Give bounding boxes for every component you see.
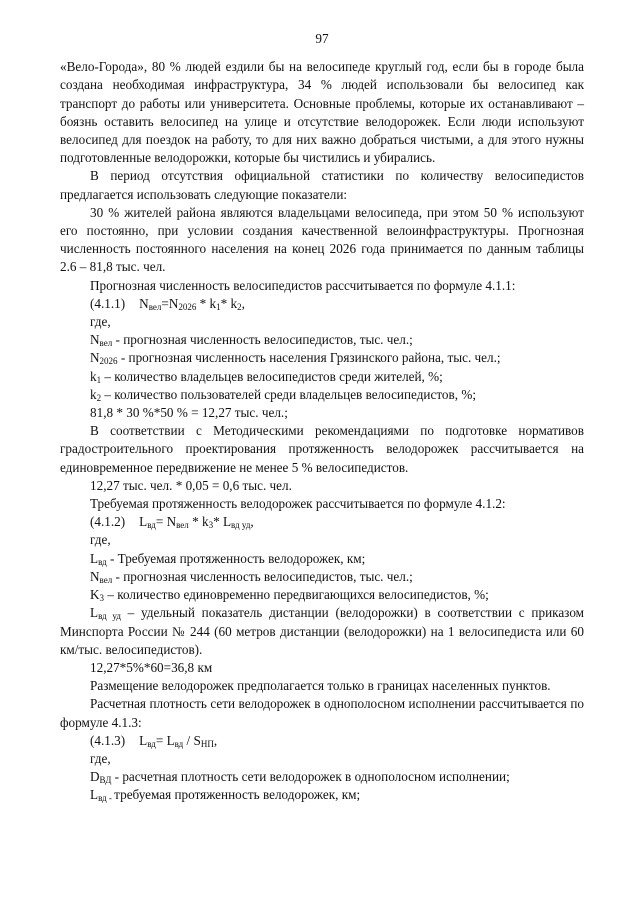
paragraph-density: Расчетная плотность сети велодорожек в однополосном исполнении рассчитывается по формуле 4.1.3: [60, 696, 584, 730]
definition-k3: $K_3$ – количество единовременно передвигающихся велосипедистов, %; [90, 587, 489, 604]
definition-n-vel: $N_{вел}$ - прогнозная численность велосипедистов, тыс. чел.; [90, 332, 413, 349]
definition-d-vd: $D_{ВД}$ - расчетная плотность сети велодорожек в однополосном исполнении; [90, 769, 510, 786]
paragraph-formula-411-intro: Прогнозная численность велосипедистов рассчитывается по формуле 4.1.1: [90, 277, 516, 293]
definition-k1: $k_1$ – количество владельцев велосипедистов среди жителей, %; [90, 368, 443, 385]
definition-l-vd: $L_{вд}$ - Требуемая протяженность велодорожек, км; [90, 550, 366, 567]
where-label: где, [90, 532, 111, 548]
paragraph-intro: «Вело-Города», 80 % людей ездили бы на велосипеде круглый год, если бы в городе была создана необходимая инфраструктура, 34 % людей использовали бы велосипед как транспорт до работы или университета. Основные проблемы, которые их останавливают – боязнь оставить велосипед на улице и отсутствие велодорожек. Если люди используют велосипед для поездок на работу, то для них важно добраться чистыми, а для этого нужны подготовленные велодорожки, которые бы чистились и убирались. [60, 59, 584, 166]
formula-4-1-3: (4.1.3) $L_{вд}= L_{вд} / S_{НП}$, [90, 732, 218, 749]
formula-number: (4.1.1) [90, 295, 126, 311]
document-page [60, 30, 584, 805]
formula-number: (4.1.3) [90, 732, 126, 748]
paragraph-statistics: В период отсутствия официальной статистики по количеству велосипедистов предлагается использовать следующие показатели: [60, 168, 584, 202]
calculation-simultaneous: 12,27 тыс. чел. * 0,05 = 0,6 тыс. чел. [90, 477, 292, 493]
definition-l-vd-2: $L_{вд -}$ требуемая протяженность велодорожек, км; [90, 787, 361, 804]
definition-k2: $k_2$ – количество пользователей среди владельцев велосипедистов, %; [90, 386, 476, 403]
where-label: где, [90, 750, 111, 766]
definition-l-vd-ud: $L_{вд уд}$ – удельный показатель дистанции (велодорожки) в соответствии с приказом Минспорта России № 244 (60 метров дистанции (велодорожки) на 1 велосипедиста или 60 км/тыс. велосипедистов). [60, 605, 585, 657]
formula-4-1-1: (4.1.1) $N_{вел}=N_{2026} * k_1*$ $k_2$, [90, 295, 245, 312]
paragraph-formula-412-intro: Требуемая протяженность велодорожек рассчитывается по формуле 4.1.2: [90, 496, 506, 512]
calculation-length: 12,27*5%*60=36,8 км [90, 659, 213, 675]
paragraph-methodology: В соответствии с Методическими рекомендациями по подготовке нормативов градостроительного проектирования протяженность велодорожек рассчитывается на единовременное передвижение не менее 5 % велосипедистов. [60, 423, 584, 475]
formula-number: (4.1.2) [90, 514, 126, 530]
paragraph-placement: Размещение велодорожек предполагается только в границах населенных пунктов. [90, 678, 551, 694]
calculation-cyclists: 81,8 * 30 %*50 % = 12,27 тыс. чел.; [90, 405, 288, 421]
definition-n-vel-2: $N_{вел}$ - прогнозная численность велосипедистов, тыс. чел.; [90, 568, 413, 585]
where-label: где, [90, 314, 111, 330]
paragraph-indicators: 30 % жителей района являются владельцами велосипеда, при этом 50 % используют его постоянно, при условии создания качественной велоинфраструктуры. Прогнозная численность постоянного населения на конец 2026 года принимается по данным таблицы 2.6 – 81,8 тыс. чел. [60, 204, 584, 275]
formula-4-1-2: (4.1.2) $L_{вд}= N_{вел} * k_3*$ $L_{вд уд}$, [90, 514, 254, 531]
definition-n-2026: $N_{2026}$ - прогнозная численность населения Грязинского района, тыс. чел.; [90, 350, 501, 367]
page-number: 97 [315, 31, 329, 46]
